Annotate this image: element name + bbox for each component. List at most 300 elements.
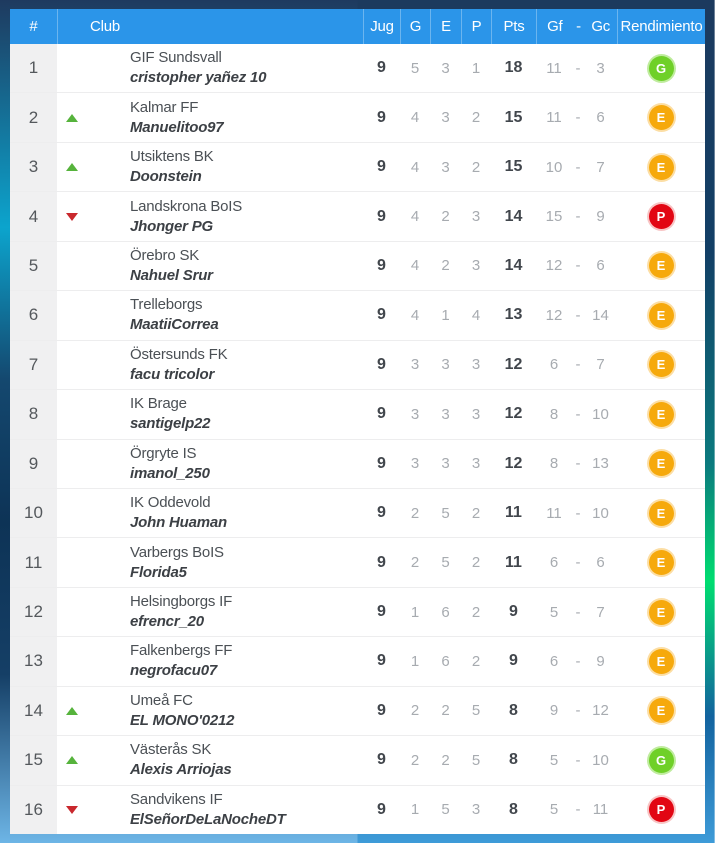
goals-cell — [536, 93, 617, 141]
rank-number: 8 — [28, 404, 39, 424]
rank-number: 14 — [24, 700, 43, 720]
club-names — [130, 493, 227, 533]
points-cell: 9 — [509, 652, 518, 670]
status-badge: E — [649, 105, 674, 130]
played-cell: 9 — [377, 751, 386, 769]
header-losses-label: P — [471, 18, 482, 35]
status-badge: E — [649, 649, 674, 674]
draws-cell: 2 — [441, 751, 450, 769]
draws-cell: 3 — [441, 59, 450, 77]
goals-against: 12 — [592, 702, 609, 720]
manager-name: John Huaman — [130, 514, 227, 532]
club-cell — [57, 786, 363, 834]
played-cell: 9 — [377, 504, 386, 522]
rank-cell — [10, 489, 57, 537]
table-row[interactable] — [10, 439, 705, 488]
trend-icon — [65, 656, 79, 666]
club-name: Västerås SK — [130, 741, 212, 759]
trend-up-icon — [65, 755, 79, 765]
played-cell: 9 — [377, 405, 386, 423]
goals-for: 11 — [546, 59, 562, 77]
goals-cell — [536, 489, 617, 537]
losses-cell: 3 — [471, 455, 481, 473]
trend-icon — [65, 508, 79, 518]
goals-separator: - — [575, 751, 581, 769]
header-losses — [461, 9, 491, 44]
table-row[interactable] — [10, 785, 705, 834]
goals-cell — [536, 192, 617, 240]
wins-cell: 2 — [410, 702, 420, 720]
goals-cell — [536, 341, 617, 389]
status-badge: E — [649, 451, 674, 476]
club-name: IK Brage — [130, 395, 187, 413]
goals-for: 12 — [545, 306, 563, 324]
club-names — [130, 197, 242, 237]
goals-against: 9 — [596, 208, 605, 226]
rank-cell — [10, 588, 57, 636]
goals-against: 10 — [592, 405, 609, 423]
club-names — [130, 691, 234, 731]
played-cell: 9 — [377, 59, 386, 77]
trend-up-icon — [65, 706, 79, 716]
status-badge: E — [649, 698, 674, 723]
status-badge: E — [649, 352, 674, 377]
performance-cell — [617, 341, 705, 389]
performance-cell — [617, 44, 705, 92]
played-cell: 9 — [377, 652, 386, 670]
club-names — [130, 98, 223, 138]
rank-number: 13 — [24, 651, 43, 671]
table-row[interactable] — [10, 191, 705, 240]
performance-cell — [617, 489, 705, 537]
goals-cell — [536, 143, 617, 191]
club-names — [130, 48, 266, 88]
rank-cell — [10, 637, 57, 685]
table-body — [10, 44, 705, 834]
club-names — [130, 147, 213, 187]
manager-name: efrencr_20 — [130, 613, 204, 631]
table-header-row — [10, 9, 705, 44]
played-cell: 9 — [377, 355, 386, 373]
trend-icon — [65, 261, 79, 271]
club-names — [130, 295, 218, 335]
points-cell: 8 — [509, 701, 518, 719]
losses-cell: 5 — [471, 751, 481, 769]
table-row[interactable] — [10, 340, 705, 389]
draws-cell: 3 — [441, 405, 450, 423]
manager-name: Alexis Arriojas — [130, 761, 232, 779]
club-names — [130, 394, 210, 434]
status-badge: G — [649, 748, 674, 773]
club-name: Umeå FC — [130, 691, 193, 709]
wins-cell: 4 — [410, 306, 420, 324]
wins-cell: 2 — [410, 751, 420, 769]
performance-cell — [617, 736, 705, 784]
goals-against: 14 — [592, 306, 609, 324]
club-cell — [57, 390, 363, 438]
club-name: IK Oddevold — [130, 494, 211, 512]
draws-cell: 3 — [441, 356, 450, 374]
wins-cell: 2 — [410, 504, 420, 522]
goals-against: 6 — [596, 109, 605, 127]
table-row[interactable] — [10, 241, 705, 290]
rank-number: 4 — [28, 206, 39, 226]
draws-cell: 5 — [441, 801, 450, 819]
performance-cell — [617, 538, 705, 586]
points-cell: 11 — [505, 504, 522, 522]
goals-for: 12 — [545, 257, 563, 275]
trend-icon — [65, 409, 79, 419]
goals-separator: - — [575, 405, 581, 423]
club-names — [130, 444, 210, 484]
performance-cell — [617, 291, 705, 339]
draws-cell: 3 — [441, 158, 450, 176]
club-cell — [57, 291, 363, 339]
goals-cell — [536, 538, 617, 586]
points-cell: 8 — [509, 800, 518, 818]
played-cell: 9 — [377, 603, 386, 621]
club-names — [130, 641, 232, 681]
goals-for: 9 — [549, 702, 559, 720]
club-name: Sandvikens IF — [130, 790, 223, 808]
goals-for: 5 — [549, 801, 559, 819]
performance-cell — [617, 242, 705, 290]
played-cell: 9 — [377, 701, 386, 719]
points-cell: 13 — [504, 306, 523, 324]
goals-separator: - — [575, 208, 581, 226]
wins-cell: 4 — [410, 208, 420, 226]
header-played — [363, 9, 400, 44]
table-row[interactable] — [10, 92, 705, 141]
header-wins — [400, 9, 430, 44]
goals-against: 10 — [592, 504, 609, 522]
table-row[interactable] — [10, 636, 705, 685]
table-row[interactable] — [10, 686, 705, 735]
manager-name: facu tricolor — [130, 365, 215, 383]
rank-cell — [10, 390, 57, 438]
rank-cell — [10, 143, 57, 191]
wins-cell: 1 — [410, 801, 420, 819]
points-cell: 15 — [504, 158, 523, 176]
trend-icon — [65, 459, 79, 469]
header-points-label: Pts — [503, 18, 525, 35]
played-cell: 9 — [377, 158, 386, 176]
table-row[interactable] — [10, 142, 705, 191]
status-badge: E — [649, 550, 674, 575]
club-cell — [57, 44, 363, 92]
club-names — [130, 246, 213, 286]
club-name: Varbergs BoIS — [130, 543, 224, 561]
points-cell: 14 — [504, 207, 523, 225]
wins-cell: 1 — [410, 652, 420, 670]
performance-cell — [617, 440, 705, 488]
manager-name: Florida5 — [130, 563, 187, 581]
rank-cell — [10, 192, 57, 240]
manager-name: santigelp22 — [130, 415, 211, 433]
rank-cell — [10, 786, 57, 834]
rank-number: 11 — [24, 552, 43, 572]
losses-cell: 1 — [471, 59, 481, 77]
goals-separator: - — [575, 801, 581, 819]
rank-number: 6 — [28, 305, 39, 325]
goals-against: 13 — [592, 455, 609, 473]
losses-cell: 4 — [471, 306, 481, 324]
club-name: Trelleborgs — [130, 296, 203, 314]
losses-cell: 3 — [471, 801, 481, 819]
manager-name: Manuelitoo97 — [130, 118, 224, 136]
trend-down-icon — [65, 805, 79, 815]
rank-cell — [10, 440, 57, 488]
goals-for: 5 — [549, 603, 559, 621]
rank-number: 9 — [28, 453, 39, 473]
goals-separator: - — [575, 257, 581, 275]
table-row[interactable] — [10, 44, 705, 92]
manager-name: ElSeñorDeLaNocheDT — [130, 810, 286, 828]
goals-for: 11 — [546, 109, 562, 127]
points-cell: 18 — [504, 59, 523, 77]
goals-separator: - — [575, 109, 581, 127]
goals-separator: - — [575, 356, 581, 374]
rank-cell — [10, 538, 57, 586]
rank-cell — [10, 291, 57, 339]
table-row[interactable] — [10, 290, 705, 339]
goals-separator: - — [575, 554, 581, 572]
club-name: GIF Sundsvall — [130, 49, 222, 67]
draws-cell: 3 — [441, 109, 450, 127]
goals-for: 15 — [545, 208, 563, 226]
performance-cell — [617, 687, 705, 735]
goals-separator: - — [575, 652, 581, 670]
draws-cell: 6 — [441, 652, 450, 670]
trend-icon — [65, 63, 79, 73]
rank-number: 10 — [24, 503, 43, 523]
points-cell: 8 — [509, 751, 518, 769]
goals-cell — [536, 291, 617, 339]
club-cell — [57, 143, 363, 191]
header-goals-for-label: Gf — [547, 18, 563, 35]
trend-icon — [65, 360, 79, 370]
club-cell — [57, 341, 363, 389]
header-played-label: Jug — [370, 18, 394, 35]
manager-name: EL MONO'0212 — [130, 711, 235, 729]
draws-cell: 2 — [441, 208, 450, 226]
header-goals — [536, 9, 617, 44]
club-cell — [57, 538, 363, 586]
rank-cell — [10, 736, 57, 784]
status-badge: E — [649, 155, 674, 180]
performance-cell — [617, 588, 705, 636]
header-goals-separator: - — [576, 18, 581, 35]
wins-cell: 2 — [410, 554, 420, 572]
losses-cell: 3 — [471, 356, 481, 374]
club-name: Falkenbergs FF — [130, 642, 233, 660]
header-club-label: Club — [90, 18, 121, 35]
status-badge: E — [649, 253, 674, 278]
club-names — [130, 345, 227, 385]
goals-against: 6 — [596, 257, 605, 275]
rank-number: 15 — [24, 750, 43, 770]
goals-cell — [536, 736, 617, 784]
goals-against: 7 — [596, 158, 605, 176]
draws-cell: 2 — [441, 702, 450, 720]
club-names — [130, 790, 286, 830]
club-name: Kalmar FF — [130, 98, 199, 116]
header-performance — [617, 9, 705, 44]
club-cell — [57, 736, 363, 784]
wins-cell: 3 — [410, 405, 420, 423]
goals-against: 10 — [592, 751, 609, 769]
manager-name: negrofacu07 — [130, 662, 217, 680]
goals-separator: - — [575, 603, 581, 621]
table-row[interactable] — [10, 389, 705, 438]
draws-cell: 6 — [441, 603, 450, 621]
header-performance-label: Rendimiento — [620, 18, 703, 35]
club-cell — [57, 637, 363, 685]
rank-number: 12 — [24, 602, 43, 622]
club-cell — [57, 440, 363, 488]
rank-number: 1 — [28, 58, 39, 78]
goals-separator: - — [575, 306, 581, 324]
performance-cell — [617, 637, 705, 685]
trend-icon — [65, 607, 79, 617]
points-cell: 11 — [505, 553, 522, 571]
wins-cell: 1 — [410, 603, 420, 621]
performance-cell — [617, 390, 705, 438]
table-row[interactable] — [10, 488, 705, 537]
club-name: Helsingborgs IF — [130, 593, 233, 611]
losses-cell: 2 — [471, 652, 481, 670]
header-rank — [10, 9, 57, 44]
manager-name: Doonstein — [130, 168, 202, 186]
played-cell: 9 — [377, 553, 386, 571]
standings-table — [10, 9, 705, 834]
goals-for: 10 — [545, 158, 563, 176]
club-names — [130, 740, 232, 780]
losses-cell: 2 — [471, 504, 481, 522]
status-badge: G — [649, 56, 674, 81]
rank-cell — [10, 44, 57, 92]
club-name: Örebro SK — [130, 246, 200, 264]
club-name: Landskrona BoIS — [130, 197, 243, 215]
wins-cell: 3 — [410, 356, 420, 374]
losses-cell: 2 — [471, 158, 481, 176]
club-cell — [57, 242, 363, 290]
performance-cell — [617, 93, 705, 141]
goals-cell — [536, 44, 617, 92]
header-draws — [430, 9, 461, 44]
rank-number: 16 — [24, 799, 43, 819]
goals-separator: - — [575, 504, 581, 522]
points-cell: 12 — [504, 454, 523, 472]
goals-cell — [536, 786, 617, 834]
goals-cell — [536, 588, 617, 636]
wins-cell: 4 — [410, 158, 420, 176]
status-badge: E — [649, 402, 674, 427]
club-name: Utsiktens BK — [130, 148, 214, 166]
losses-cell: 2 — [471, 109, 481, 127]
goals-against: 9 — [596, 652, 605, 670]
rank-number: 2 — [28, 107, 39, 127]
club-cell — [57, 588, 363, 636]
goals-cell — [536, 637, 617, 685]
losses-cell: 2 — [471, 554, 481, 572]
performance-cell — [617, 786, 705, 834]
played-cell: 9 — [377, 454, 386, 472]
losses-cell: 3 — [471, 257, 481, 275]
goals-cell — [536, 242, 617, 290]
manager-name: cristopher yañez 10 — [130, 69, 267, 87]
club-cell — [57, 489, 363, 537]
draws-cell: 5 — [441, 504, 450, 522]
goals-separator: - — [575, 702, 581, 720]
performance-cell — [617, 143, 705, 191]
played-cell: 9 — [377, 800, 386, 818]
club-cell — [57, 192, 363, 240]
manager-name: MaatiiCorrea — [130, 316, 219, 334]
table-row[interactable] — [10, 537, 705, 586]
draws-cell: 3 — [441, 455, 450, 473]
trend-down-icon — [65, 212, 79, 222]
status-badge: E — [649, 303, 674, 328]
goals-against: 7 — [596, 356, 605, 374]
draws-cell: 2 — [441, 257, 450, 275]
losses-cell: 3 — [471, 208, 481, 226]
points-cell: 15 — [504, 108, 523, 126]
goals-separator: - — [575, 455, 581, 473]
losses-cell: 3 — [471, 405, 481, 423]
rank-cell — [10, 242, 57, 290]
wins-cell: 5 — [410, 59, 420, 77]
header-points — [491, 9, 536, 44]
goals-for: 8 — [549, 455, 559, 473]
table-row[interactable] — [10, 735, 705, 784]
goals-for: 6 — [549, 356, 559, 374]
goals-against: 6 — [596, 554, 605, 572]
wins-cell: 4 — [410, 257, 420, 275]
points-cell: 14 — [504, 256, 523, 274]
rank-number: 5 — [28, 255, 39, 275]
club-names — [130, 592, 232, 632]
rank-cell — [10, 341, 57, 389]
goals-for: 11 — [546, 504, 562, 522]
draws-cell: 5 — [441, 554, 450, 572]
rank-number: 7 — [28, 354, 39, 374]
rank-number: 3 — [28, 157, 39, 177]
trend-icon — [65, 310, 79, 320]
rank-cell — [10, 93, 57, 141]
points-cell: 12 — [504, 355, 523, 373]
manager-name: imanol_250 — [130, 464, 210, 482]
manager-name: Nahuel Srur — [130, 266, 213, 284]
wins-cell: 4 — [410, 109, 420, 127]
header-rank-label: # — [29, 18, 38, 35]
goals-cell — [536, 440, 617, 488]
performance-cell — [617, 192, 705, 240]
goals-for: 5 — [549, 751, 559, 769]
goals-for: 8 — [549, 405, 559, 423]
rank-cell — [10, 687, 57, 735]
goals-cell — [536, 687, 617, 735]
played-cell: 9 — [377, 108, 386, 126]
goals-against: 11 — [592, 801, 609, 819]
played-cell: 9 — [377, 207, 386, 225]
goals-for: 6 — [549, 554, 559, 572]
table-row[interactable] — [10, 587, 705, 636]
wins-cell: 3 — [410, 455, 420, 473]
played-cell: 9 — [377, 306, 386, 324]
goals-cell — [536, 390, 617, 438]
header-wins-label: G — [409, 18, 422, 35]
